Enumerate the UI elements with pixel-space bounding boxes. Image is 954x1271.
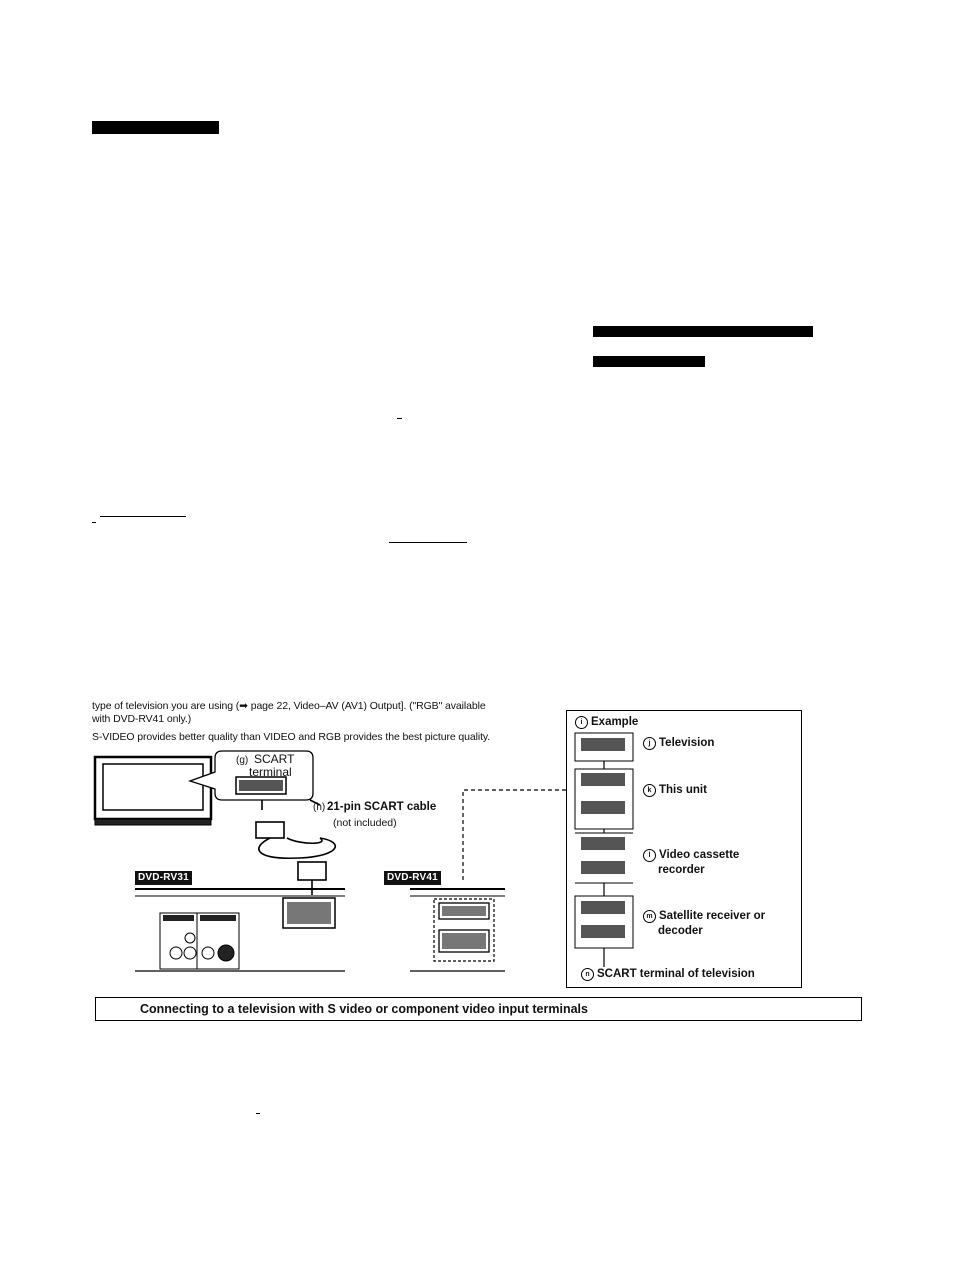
- intro-line-3: S-VIDEO provides better quality than VIDEO and RGB provides the best picture quality.: [92, 731, 491, 743]
- model-badge-rv41: DVD-RV41: [384, 871, 441, 885]
- example-item-satellite-line2: decoder: [658, 925, 703, 937]
- dvd-rv41-rear-panel: [410, 889, 505, 971]
- intro-line-2: with DVD-RV41 only.): [92, 713, 192, 725]
- example-item-this-unit: k This unit: [643, 783, 707, 798]
- cable-marker: (h): [313, 802, 326, 813]
- dashed-link: [463, 790, 566, 880]
- television-illustration: [95, 757, 211, 825]
- example-item-vcr-line2: recorder: [658, 864, 705, 876]
- intro-line-1: type of television you are using (➡ page 22, Video–AV (AV1) Output]. ("RGB" available: [92, 700, 486, 712]
- example-title: i Example: [575, 715, 638, 730]
- stray-mark: [256, 1113, 260, 1114]
- example-item-satellite: m Satellite receiver or: [643, 909, 765, 924]
- example-item-scart-tv: n SCART terminal of television: [581, 967, 755, 982]
- dvd-rv31-rear-panel: [135, 889, 345, 971]
- model-badge-rv31: DVD-RV31: [135, 871, 192, 885]
- scart-terminal-label-2: terminal: [249, 765, 292, 779]
- example-box: [566, 710, 802, 988]
- section-heading: Connecting to a television with S video or component video input terminals: [140, 1002, 588, 1016]
- scart-terminal-label: SCART: [254, 752, 295, 766]
- example-item-vcr: l Video cassette: [643, 848, 739, 863]
- example-item-television: j Television: [643, 736, 714, 751]
- cable-label: 21-pin SCART cable: [327, 801, 437, 813]
- cable-note: (not included): [333, 817, 397, 829]
- scart-marker: (g): [236, 755, 249, 766]
- section-heading-box: [95, 997, 862, 1021]
- marker-i: i: [575, 716, 588, 729]
